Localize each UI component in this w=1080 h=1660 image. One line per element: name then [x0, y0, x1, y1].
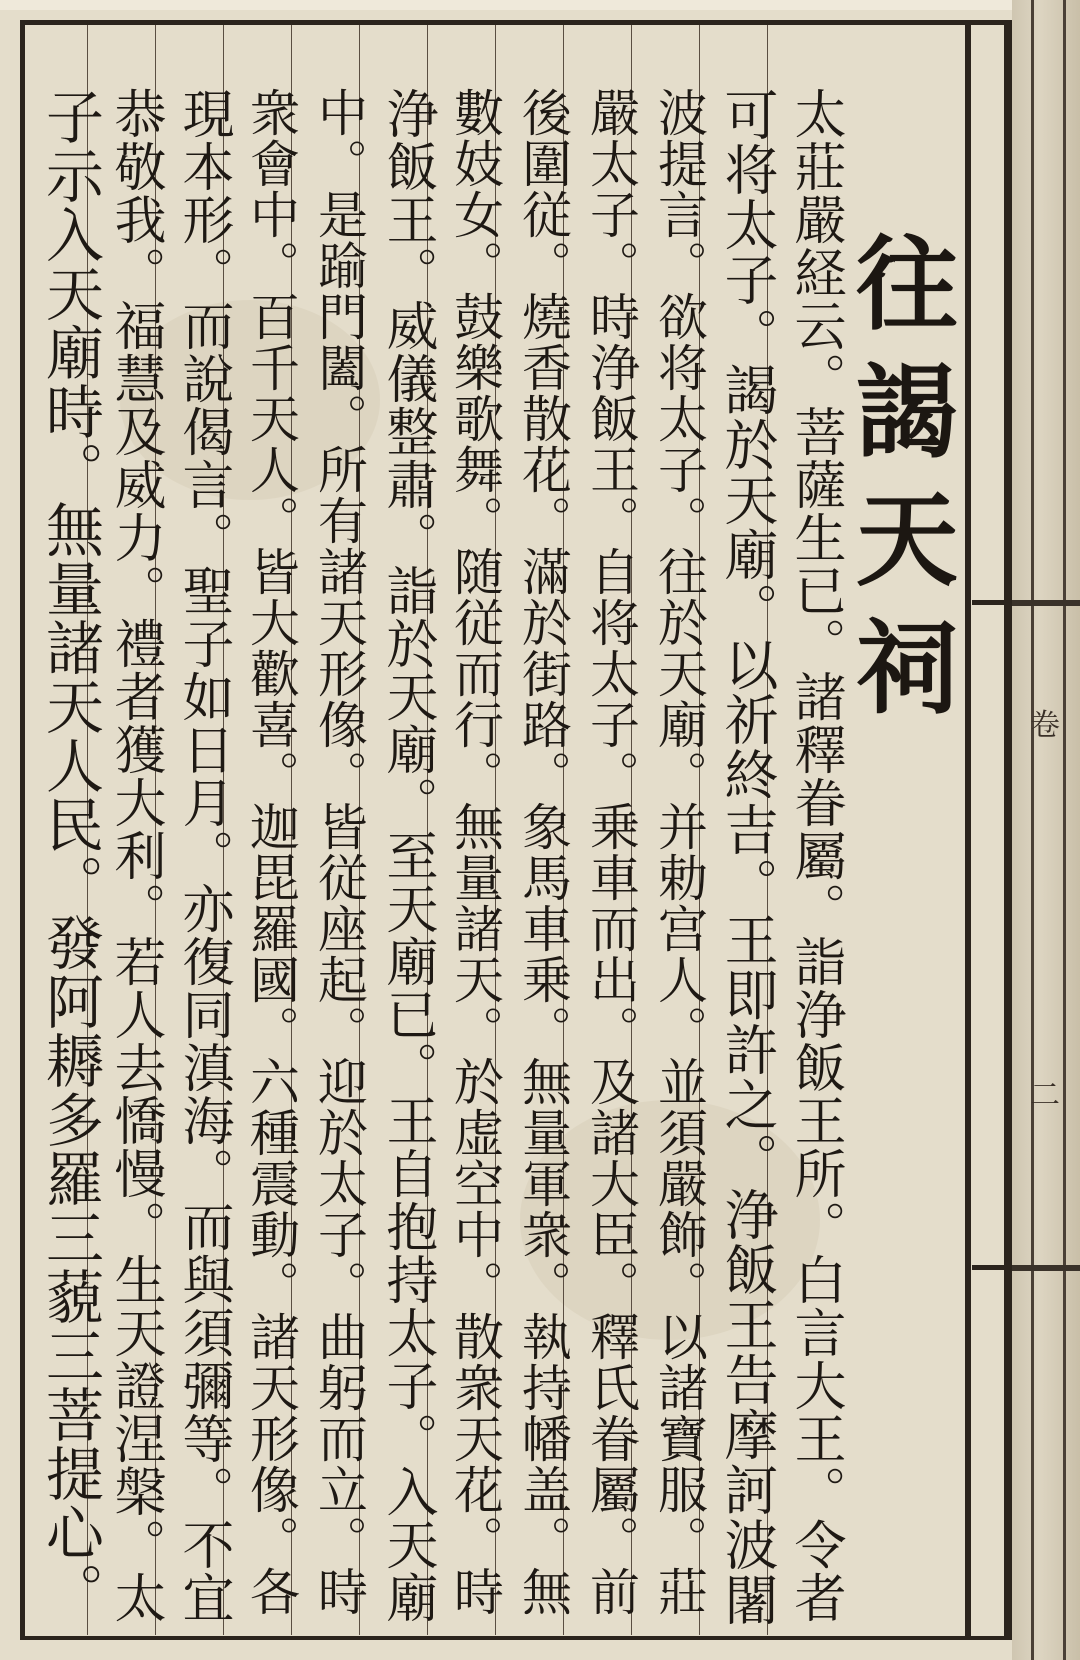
text-column-12 [25, 25, 104, 1635]
spine-juan-mark: 卷 [1030, 708, 1060, 743]
column-text: 可将太子。謁於天廟。以祈終吉。王即許之。浄飯王告摩訶波闍 [716, 87, 779, 1627]
spine-rule [1012, 1265, 1080, 1271]
book-spine [1012, 0, 1080, 1660]
column-text: 現本形。而說偈言。聖子如日月。亦復同滇海。而與須彌等。不宜 [173, 87, 233, 1624]
spine-rule [1012, 600, 1080, 606]
column-text: 子示入天廟時。無量諸天人民。發阿耨多羅三藐三菩提心。 [36, 87, 104, 1621]
column-text: 嚴太子。時浄飯王。自将太子。乗車而出。及諸大臣。釋氏眷屬。前 [582, 87, 640, 1617]
spine-line [1063, 0, 1066, 1660]
column-text: 數妓女。鼓樂歌舞。随従而行。無量諸天。於虚空中。散衆天花。時 [446, 87, 504, 1617]
chapter-title: 往謁天祠 [839, 230, 959, 742]
column-text: 浄飯王。威儀整肅。詣於天廟。至天廟已。王自抱持太子。入天廟 [377, 87, 437, 1624]
column-text: 衆會中。百千天人。皆大歡喜。迦毘羅國。六種震動。諸天形像。各 [242, 87, 300, 1617]
spine-line [1031, 0, 1034, 1660]
spine-page-mark: 二 [1030, 1078, 1060, 1113]
page-top-edge [0, 0, 1080, 10]
column-text: 後圍従。燒香散花。滿於街路。象馬車乗。無量軍衆。執持幡盖。無 [514, 87, 572, 1617]
column-text: 太莊嚴経云。菩薩生已。諸釋眷屬。詣浄飯王所。白言大王。令者 [785, 87, 845, 1624]
title-box-rule [972, 600, 1012, 605]
column-text: 波提言。欲将太子。往於天廟。并勅宫人。並須嚴飾。以諸寶服。莊 [650, 87, 708, 1617]
text-columns [25, 25, 965, 1635]
column-text: 恭敬我。福慧及威力。禮者獲大利。若人去憍慢。生天證涅槃。太 [105, 87, 165, 1624]
title-box-rule [972, 1265, 1012, 1270]
column-text: 中。是踰門闔。所有諸天形像。皆従座起。迎於太子。曲躬而立。時 [310, 87, 368, 1617]
